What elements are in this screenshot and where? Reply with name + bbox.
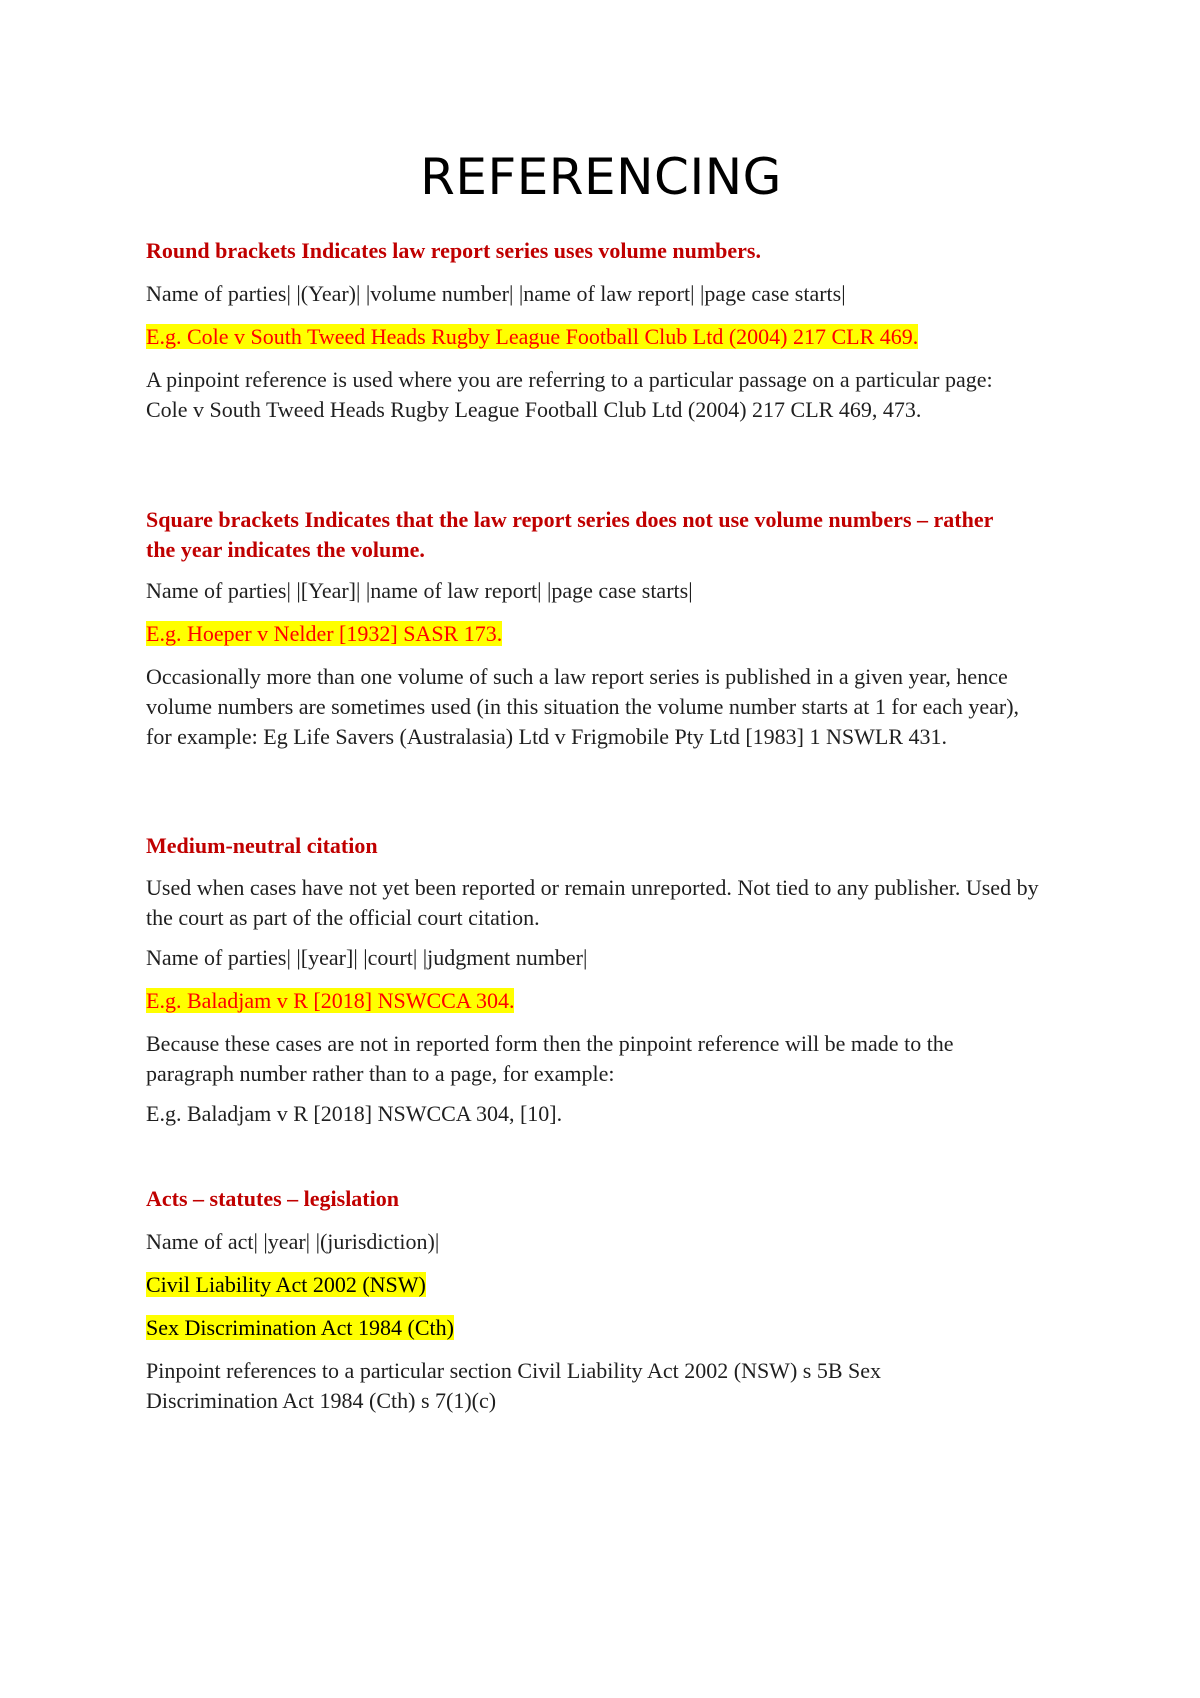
square-brackets-format: Name of parties| |[Year]| |name of law report| |page case starts| (146, 578, 693, 603)
medium-neutral-description: Used when cases have not yet been reported or remain unreported. Not tied to any publisher. Used by the court as part of the official court citation. (146, 875, 1039, 930)
acts-example-1-text: Civil Liability Act 2002 (NSW) (146, 1272, 426, 1297)
round-brackets-heading: Round brackets Indicates law report series uses volume numbers. (146, 238, 761, 263)
medium-neutral-example (146, 986, 1056, 1016)
acts-example-2 (146, 1313, 1056, 1343)
square-brackets-example (146, 619, 1056, 649)
round-brackets-example-text: E.g. Cole v South Tweed Heads Rugby League Football Club Ltd (2004) 217 CLR 469. (146, 324, 919, 349)
acts-heading: Acts – statutes – legislation (146, 1186, 399, 1211)
round-brackets-format: Name of parties| |(Year)| |volume number| |name of law report| |page case starts| (146, 281, 846, 306)
round-brackets-pinpoint: A pinpoint reference is used where you are referring to a particular passage on a particular page: Cole v South Tweed Heads Rugby League Football Club Ltd (2004) 217 CLR 469, 473. (146, 367, 993, 422)
medium-neutral-format: Name of parties| |[year]| |court| |judgment number| (146, 945, 588, 970)
medium-neutral-pinpoint-example: E.g. Baladjam v R [2018] NSWCCA 304, [10]. (146, 1101, 563, 1126)
medium-neutral-heading: Medium-neutral citation (146, 833, 378, 858)
medium-neutral-example-text: E.g. Baladjam v R [2018] NSWCCA 304. (146, 988, 515, 1013)
square-brackets-note: Occasionally more than one volume of such a law report series is published in a given year, hence volume numbers are sometimes used (in this situation the volume number starts at 1 for each year), for example: Eg Life Savers (Australasia) Ltd v Frigmobile Pty Ltd [1983] 1 NSWLR 431. (146, 664, 1020, 749)
round-brackets-example (146, 322, 1056, 352)
square-brackets-heading: Square brackets Indicates that the law report series does not use volume numbers – rather the year indicates the volume. (146, 507, 993, 562)
medium-neutral-pinpoint: Because these cases are not in reported form then the pinpoint reference will be made to the paragraph number rather than to a page, for example: (146, 1031, 954, 1086)
acts-pinpoint: Pinpoint references to a particular section Civil Liability Act 2002 (NSW) s 5B Sex Discrimination Act 1984 (Cth) s 7(1)(c) (146, 1358, 882, 1413)
acts-format: Name of act| |year| |(jurisdiction)| (146, 1229, 440, 1254)
acts-example-1 (146, 1270, 1056, 1300)
acts-example-2-text: Sex Discrimination Act 1984 (Cth) (146, 1315, 454, 1340)
square-brackets-example-text: E.g. Hoeper v Nelder [1932] SASR 173. (146, 621, 503, 646)
page-title: REFERENCING (420, 148, 782, 206)
